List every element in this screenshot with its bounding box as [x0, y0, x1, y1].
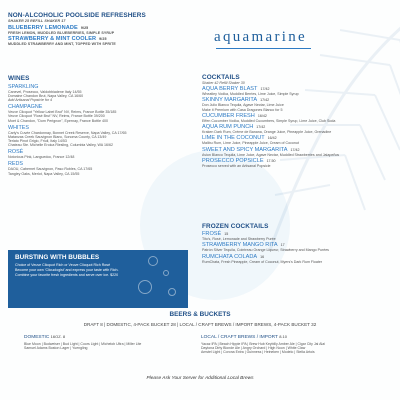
item-price: 16/42: [257, 113, 267, 118]
bubbles-line: Become your own 'Clicuologist' and express your taste with Rich.: [15, 268, 119, 273]
wine-item: Terlato Pinot Grigio, Friuli, Italy 14/53: [8, 139, 67, 144]
bursting-bubbles-box: [8, 250, 188, 308]
wine-item: Moet & Chandon, "Dom Perignon", Epernay, France Bottle 400: [8, 118, 108, 123]
frozen-section: [202, 223, 390, 264]
item-name: AQUA BERRY BLAST: [202, 86, 258, 92]
item-desc: FRESH LEMON, MUDDLED BLUEBERRIES, SIMPLE SYRUP: [8, 30, 115, 35]
item-desc: Prosecco served with an Artisanal Popsicle: [202, 164, 271, 169]
local-beers: [201, 334, 381, 354]
wine-item: Domaine Chandon Brut, Napa Valley, CA 16/60: [8, 93, 84, 98]
wine-item: Chateau Ste. Michelle Eroica Riesling, Columbia Valley, WA 16/62: [8, 143, 113, 148]
domestic-list: Blue Moon | Budweiser | Bud Light | Coors Light | Michelob Ultra | Miller Lite Samuel Adams Boston Lager | Yuengling: [24, 341, 142, 350]
item-name: CUCUMBER FRESH: [202, 112, 255, 119]
local-list: Yacaz IPA | Beach Hippie IPA | Brew Hub Keybilly Amber Ale | Cigar City Jai Alai Daytona Dirty Blonde Ale | Angry Orchard | High Noon | White Claw Amstel Light | Corona Extra | Guinness | Heineken | Modelo | Stella Artois: [201, 341, 325, 355]
item-desc: Effen Cucumber Vodka, Muddled Cucumbers, Simple Syrup, Lime Juice, Club Soda: [202, 118, 336, 123]
item-price: 17.50: [266, 159, 276, 164]
item-name: BLUEBERRY LEMONADE: [8, 24, 78, 31]
refreshers-subtitle: SHAKER 25 REFILL SHAKER 17: [8, 19, 66, 23]
wine-group-title: ROSÉ: [8, 149, 24, 156]
refreshers-item: [8, 36, 183, 46]
item-desc: Tito's, Rosé, Lemonade and Strawberry Purée: [202, 237, 276, 241]
item-name: FROSÉ: [202, 231, 222, 237]
item-name: STRAWBERRY & MINT COOLER: [8, 36, 97, 43]
frozen-title: FROZEN COCKTAILS: [202, 223, 269, 230]
cocktail-item: [202, 113, 390, 123]
item-name: LIME IN THE COCONUT: [202, 135, 265, 142]
item-desc: Kraken Dark Rum, Crème de Banana, Orange Juice, Pineapple Juice, Grenadine: [202, 130, 332, 135]
item-price: 16/42: [267, 136, 277, 141]
cocktails-section: [202, 74, 390, 168]
local-title: LOCAL / CRAFT BREWS / IMPORT: [201, 335, 278, 340]
item-price: 17/42: [290, 147, 300, 152]
item-desc: RumChata, Fresh Pineapple, Cream of Coconut, Myers's Dark Rum Floater: [202, 259, 323, 264]
item-desc: Malibu Rum, Lime Juice, Pineapple Juice, Cream of Coconut: [202, 141, 299, 146]
item-name: STRAWBERRY MANGO RITA: [202, 242, 278, 249]
bubble-decoration: [163, 270, 169, 276]
cocktail-item: [202, 124, 390, 134]
frozen-item: [202, 242, 390, 252]
item-desc: MUDDLED STRAWBERRY AND MINT, TOPPED WITH SPRITE: [8, 42, 116, 47]
wine-group-title: REDS: [8, 161, 23, 168]
domestic-title: DOMESTIC: [24, 335, 50, 340]
item-name: SKINNY MARGARITA: [202, 97, 258, 104]
item-price: 17/42: [260, 87, 270, 91]
bubbles-title: BURSTING WITH BUBBLES: [15, 254, 100, 261]
wine-item: Carly's Cuvée Chardonnay, Bonnet Creek Reserve, Napa Valley, CA 17/65: [8, 130, 127, 135]
item-name: SWEET AND SPICY MARGARITA: [202, 146, 288, 153]
cocktail-item: [202, 158, 390, 168]
cocktail-item: [202, 86, 390, 96]
item-price: 15: [224, 232, 229, 236]
frozen-item: [202, 231, 390, 241]
item-price: 17/42: [260, 98, 270, 103]
logo-underline: [216, 48, 311, 49]
refreshers-item: [8, 25, 183, 35]
bubbles-line: Combine your favorite fresh ingredients and serve over ice. $220: [15, 273, 119, 278]
bubble-decoration: [138, 280, 152, 294]
bubble-decoration: [148, 256, 158, 266]
wines-title: WINES: [8, 75, 30, 82]
wine-item: Notorious Pink, Languedoc, France 12/48: [8, 155, 75, 160]
logo-text: aquamarine: [214, 29, 307, 45]
item-desc: Don Julio Blanco Tequila, Agave Nectar, Lime Juice Make it Premium with Casa Dragones Blanco for 5: [202, 103, 284, 112]
item-name: PROSECCO POPSICLE: [202, 158, 264, 165]
domestic-price: 16OZ. 8: [50, 334, 66, 339]
beers-title: BEERS & BUCKETS: [169, 311, 231, 318]
item-desc: Wheatley Vodka, Muddled Berries, Lime Juice, Simple Syrup: [202, 92, 299, 96]
wine-item: Canevel, Prosecco, Valdobbiadene Italy 14/55: [8, 89, 82, 94]
wine-item: Matanzas Creek Sauvignon Blanc, Sonoma County, CA 13/49: [8, 134, 107, 139]
wine-item: DAOU, Cabernet Sauvignon, Paso Robles, CA 17/65: [8, 167, 93, 172]
wines-section: [8, 75, 183, 176]
wine-group-title: SPARKLING: [8, 83, 39, 90]
bubbles-line: Choice of Veuve Clicquot Rich or Veuve Clicquot Rich Rosé: [15, 263, 111, 267]
refreshers-section: [8, 12, 183, 47]
cocktail-item: [202, 97, 390, 112]
wine-group-title: CHAMPAGNE: [8, 104, 43, 111]
cocktails-title: COCKTAILS: [202, 74, 240, 81]
item-desc: Patrón Silver Tequila, Cointreau Orange Liqueur, Strawberry and Mango Purées: [202, 248, 329, 253]
wine-group-title: WHITES: [8, 124, 29, 131]
wine-item: Tangley Oaks, Merlot, Napa Valley, CA 15/55: [8, 171, 80, 176]
bubble-decoration: [168, 288, 176, 296]
cocktail-item: [202, 135, 390, 145]
frozen-item: [202, 254, 390, 264]
item-price: 9/25: [99, 37, 107, 42]
item-desc: Avion Blanco Tequila, Lime Juice, Agave Nectar, Muddled Strawberries and Jalapeños: [202, 152, 340, 157]
wine-item: Add Artisanal Popsicle for 4: [8, 98, 53, 103]
item-name: RUMCHATA COLADA: [202, 253, 258, 260]
local-price: 8.10: [279, 334, 287, 339]
wine-item: Veuve Clicquot "Rosé Brut" NV, Reims, France Bottle 39/200: [8, 114, 105, 119]
item-price: 17: [280, 243, 285, 248]
wine-item: Veuve Clicquot "Yellow Label Brut" NV, Reims, France Bottle 35/185: [8, 110, 117, 115]
item-name: AQUA RUM PUNCH: [202, 124, 254, 131]
domestic-beers: [24, 334, 189, 350]
refreshers-title: NON-ALCOHOLIC POOLSIDE REFRESHERS: [8, 12, 146, 19]
item-price: 16: [260, 254, 265, 259]
item-price: 17/42: [256, 125, 266, 130]
cocktails-subtitle: Shaker 42 Refill Shaker 30: [202, 81, 245, 85]
aquamarine-logo: [214, 29, 344, 49]
draft-pricing-line: DRAFT 8 | DOMESTIC, 4-PACK BUCKET 28 | LOCAL / CRAFT BREWS / IMPORT BREWS, 4-PACK BUCKET 32: [83, 322, 317, 327]
footer-note: Please Ask Your Server for Additional Local Brews: [146, 376, 254, 381]
cocktail-item: [202, 147, 390, 157]
item-price: 9/25: [80, 25, 89, 30]
